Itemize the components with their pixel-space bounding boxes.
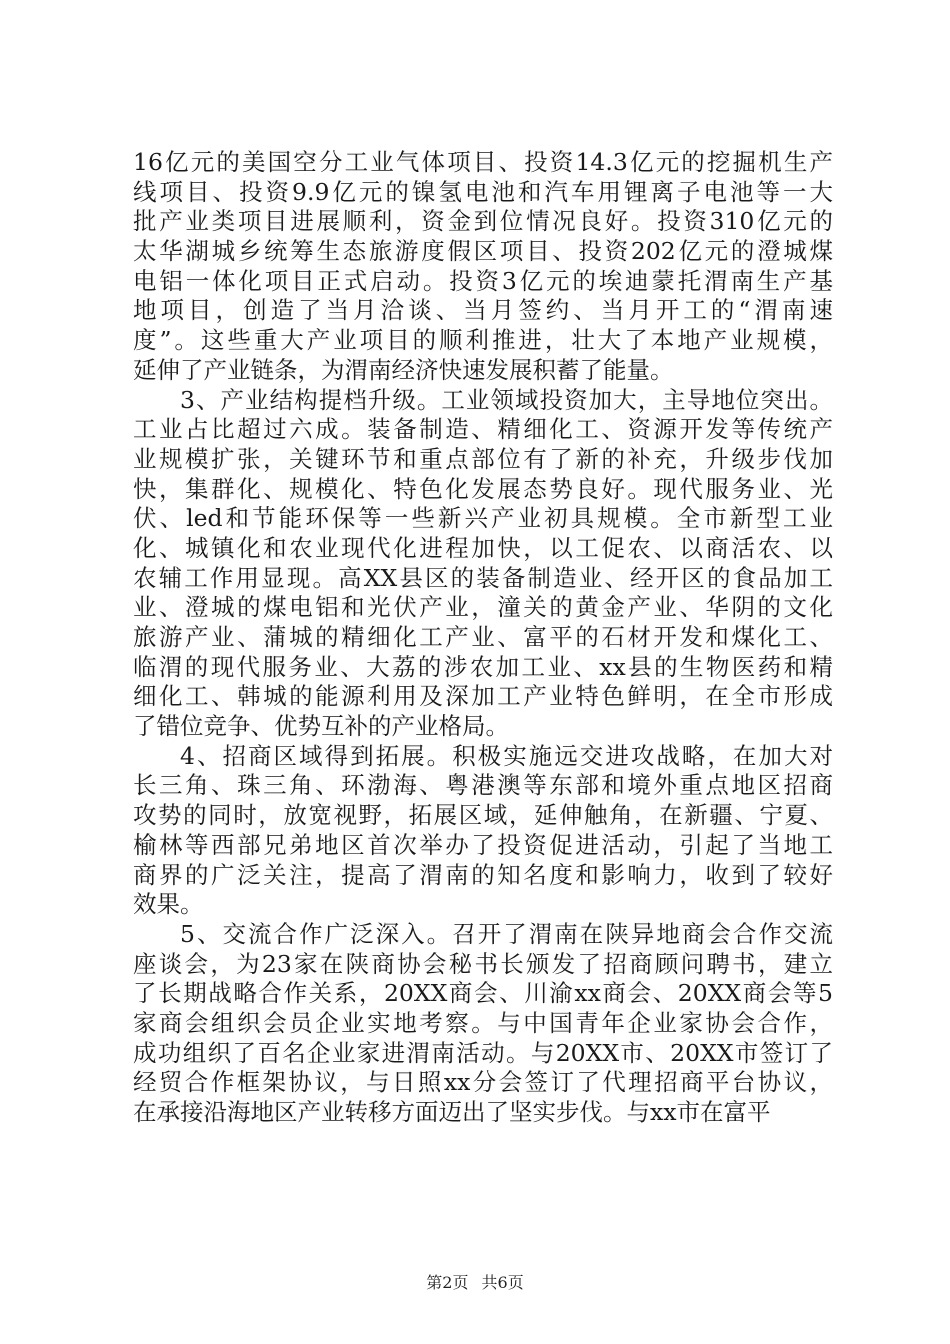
text-line: 旅游产业、蒲城的精细化工产业、富平的石材开发和煤化工、 <box>133 623 833 651</box>
text-line: 工业占比超过六成。装备制造、精细化工、资源开发等传统产 <box>133 415 833 444</box>
text-line: 化、城镇化和农业现代化进程加快，以工促农、以商活农、以 <box>133 533 833 562</box>
text-line: 延伸了产业链条，为渭南经济快速发展积蓄了能量。 <box>133 355 674 384</box>
text-line: 地项目，创造了当月洽谈、当月签约、当月开工的“渭南速 <box>133 296 833 325</box>
paragraph-project-progress <box>133 148 833 386</box>
text-line: 伏、led和节能环保等一些新兴产业初具规模。全市新型工业 <box>133 504 833 533</box>
text-line: 了错位竞争、优势互补的产业格局。 <box>133 712 509 741</box>
text-line: 家商会组织会员企业实地考察。与中国青年企业家协会合作， <box>133 1008 833 1037</box>
page-number: 第2页 <box>426 1273 469 1292</box>
text-line: 临渭的现代服务业、大荔的涉农加工业、xx县的生物医药和精 <box>133 652 833 681</box>
text-line: 商界的广泛关注，提高了渭南的知名度和影响力，收到了较好 <box>133 860 833 889</box>
text-line: 快，集群化、规模化、特色化发展态势良好。现代服务业、光 <box>133 474 833 503</box>
text-line: 度”。这些重大产业项目的顺利推进，壮大了本地产业规模， <box>133 326 833 355</box>
text-line: 榆林等西部兄弟地区首次举办了投资促进活动，引起了当地工 <box>133 830 833 859</box>
text-line: 5、交流合作广泛深入。召开了渭南在陕异地商会合作交流 <box>180 919 833 948</box>
text-line: 太华湖城乡统筹生态旅游度假区项目、投资202亿元的澄城煤 <box>133 237 833 266</box>
paragraph-industrial-structure <box>133 386 833 742</box>
text-line: 电铝一体化项目正式启动。投资3亿元的埃迪蒙托渭南生产基 <box>133 266 833 295</box>
text-line: 4、招商区域得到拓展。积极实施远交进攻战略，在加大对 <box>180 741 833 770</box>
text-line: 农辅工作用显现。高XX县区的装备制造业、经开区的食品加工 <box>133 563 833 592</box>
text-line: 长三角、珠三角、环渤海、粤港澳等东部和境外重点地区招商 <box>133 771 833 800</box>
text-line: 细化工、韩城的能源利用及深加工产业特色鲜明，在全市形成 <box>133 682 833 711</box>
text-line: 效果。 <box>133 890 204 919</box>
text-line: 座谈会，为23家在陕商协会秘书长颁发了招商顾问聘书，建立 <box>133 949 833 978</box>
text-line: 业、澄城的煤电铝和光伏产业，潼关的黄金产业、华阴的文化 <box>133 593 833 622</box>
paragraph-exchange-cooperation <box>133 920 833 1128</box>
text-line: 线项目、投资9.9亿元的镍氢电池和汽车用锂离子电池等一大 <box>133 177 833 206</box>
text-line: 了长期战略合作关系，20XX商会、川渝xx商会、20XX商会等5 <box>133 979 833 1008</box>
text-line: 16亿元的美国空分工业气体项目、投资14.3亿元的挖掘机生产 <box>133 148 833 176</box>
text-line: 3、产业结构提档升级。工业领域投资加大，主导地位突出。 <box>180 385 833 414</box>
text-line: 业规模扩张，关键环节和重点部位有了新的补充，升级步伐加 <box>133 444 833 473</box>
text-line: 攻势的同时，放宽视野，拓展区域，延伸触角，在新疆、宁夏、 <box>133 801 833 830</box>
text-line: 经贸合作框架协议，与日照xx分会签订了代理招商平台协议， <box>133 1068 833 1097</box>
text-line: 成功组织了百名企业家进渭南活动。与20XX市、20XX市签订了 <box>133 1038 833 1067</box>
page-footer <box>0 1270 950 1293</box>
text-line: 批产业类项目进展顺利，资金到位情况良好。投资310亿元的 <box>133 207 833 236</box>
text-line: 在承接沿海地区产业转移方面迈出了坚实步伐。与xx市在富平 <box>133 1098 771 1126</box>
document-body <box>133 148 833 1128</box>
paragraph-investment-regions <box>133 742 833 920</box>
page-total: 共6页 <box>481 1273 524 1292</box>
